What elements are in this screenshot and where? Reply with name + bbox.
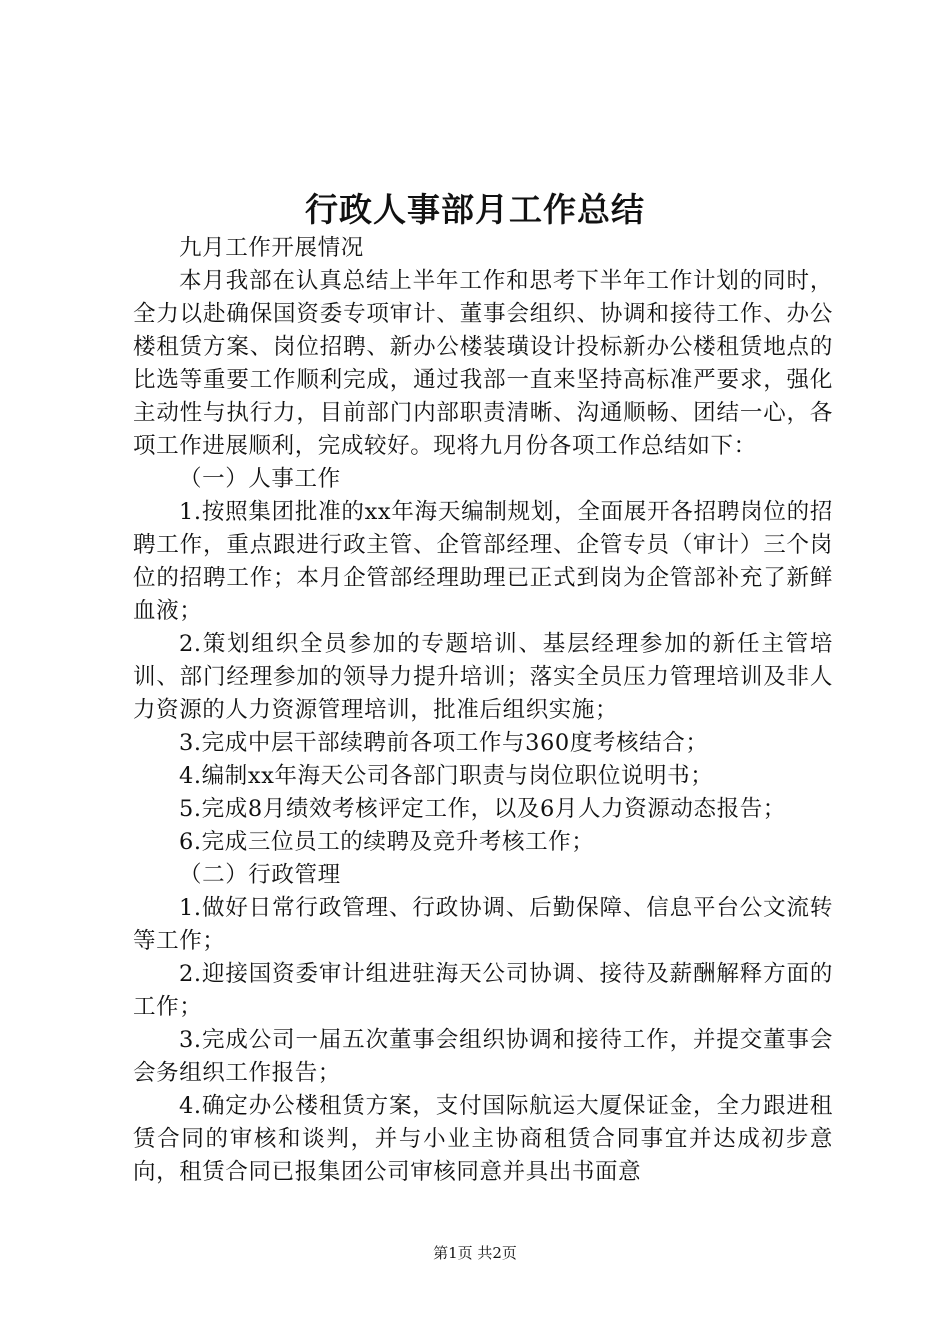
list-item: 2.迎接国资委审计组进驻海天公司协调、接待及薪酬解释方面的工作； bbox=[133, 961, 833, 1020]
list-item: 3.完成中层干部续聘前各项工作与360度考核结合； bbox=[179, 730, 709, 756]
list-item: 4.编制xx年海天公司各部门职责与岗位职位说明书； bbox=[179, 763, 714, 789]
list-item: 3.完成公司一届五次董事会组织协调和接待工作，并提交董事会会务组织工作报告； bbox=[133, 1027, 833, 1086]
list-item: 2.策划组织全员参加的专题培训、基层经理参加的新任主管培训、部门经理参加的领导力提升培训；落实全员压力管理培训及非人力资源的人力资源管理培训，批准后组织实施； bbox=[133, 631, 833, 723]
list-item: 6.完成三位员工的续聘及竞升考核工作； bbox=[179, 829, 595, 855]
list-item: 5.完成8月绩效考核评定工作，以及6月人力资源动态报告； bbox=[179, 796, 786, 822]
document-title: 行政人事部月工作总结 bbox=[305, 190, 645, 229]
intro-paragraph: 本月我部在认真总结上半年工作和思考下半年工作计划的同时，全力以赴确保国资委专项审计、董事会组织、协调和接待工作、办公楼租赁方案、岗位招聘、新办公楼装璜设计投标新办公楼租赁地点的比选等重要工作顺利完成，通过我部一直来坚持高标准严要求，强化主动性与执行力，目前部门内部职责清晰、沟通顺畅、团结一心，各项工作进展顺利，完成较好。现将九月份各项工作总结如下： bbox=[133, 268, 833, 459]
list-item: 4.确定办公楼租赁方案，支付国际航运大厦保证金，全力跟进租赁合同的审核和谈判，并与小业主协商租赁合同事宜并达成初步意向，租赁合同已报集团公司审核同意并具出书面意 bbox=[133, 1093, 833, 1185]
page-footer: 第1页 共2页 bbox=[433, 1244, 517, 1262]
section-heading: （二）行政管理 bbox=[179, 862, 341, 888]
section-heading: （一）人事工作 bbox=[179, 466, 341, 492]
section-heading: 九月工作开展情况 bbox=[179, 235, 364, 261]
list-item: 1.做好日常行政管理、行政协调、后勤保障、信息平台公文流转等工作； bbox=[133, 895, 833, 954]
list-item: 1.按照集团批准的xx年海天编制规划，全面展开各招聘岗位的招聘工作，重点跟进行政主管、企管部经理、企管专员（审计）三个岗位的招聘工作；本月企管部经理助理已正式到岗为企管部补充了新鲜血液； bbox=[133, 499, 833, 624]
document-body bbox=[133, 232, 833, 1189]
